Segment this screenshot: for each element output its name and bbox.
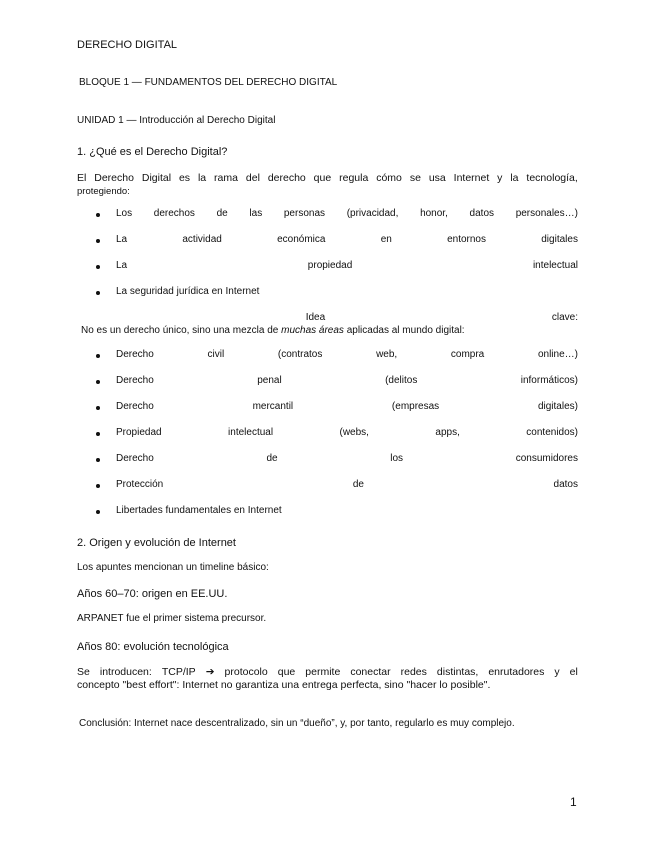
word: rama xyxy=(214,172,238,184)
word: es xyxy=(178,172,191,184)
conclusion: Conclusión: Internet nace descentralizado, sin un “dueño”, y, por tanto, regularlo es muy complejo. xyxy=(79,718,515,729)
unit-heading: UNIDAD 1 — Introducción al Derecho Digital xyxy=(77,115,276,126)
word: digitales) xyxy=(537,401,578,412)
section1-intro-line2: protegiendo: xyxy=(77,186,130,197)
word: mercantil xyxy=(252,401,294,412)
word: se xyxy=(409,172,421,184)
word: (contratos xyxy=(277,349,323,360)
document-title: DERECHO DIGITAL xyxy=(77,39,178,51)
era2-line1 xyxy=(77,666,578,679)
word: que xyxy=(277,666,296,678)
list-item-text xyxy=(116,286,578,297)
word: redes xyxy=(400,666,427,678)
era2-paragraph xyxy=(77,666,578,692)
word: y xyxy=(554,666,560,678)
word: Protección xyxy=(116,479,164,490)
word: el xyxy=(569,666,578,678)
word: regula xyxy=(339,172,369,184)
word: las xyxy=(249,208,263,219)
word: Se xyxy=(77,666,90,678)
word: intelectual xyxy=(228,427,274,438)
word: Los xyxy=(116,208,133,219)
bullet-icon xyxy=(96,354,100,358)
word: (delitos xyxy=(385,375,418,386)
word: económica xyxy=(277,234,326,245)
era1-text: ARPANET fue el primer sistema precursor. xyxy=(77,613,267,624)
word: Propiedad xyxy=(116,427,162,438)
bullet-icon xyxy=(96,406,100,410)
word: que xyxy=(313,172,332,184)
era1-title: Años 60–70: origen en EE.UU. xyxy=(77,588,228,600)
era2-title: Años 80: evolución tecnológica xyxy=(77,641,229,653)
list-item-text xyxy=(116,375,578,386)
word: compra xyxy=(450,349,485,360)
word: de xyxy=(216,208,228,219)
word: propiedad xyxy=(307,260,353,271)
word: informáticos) xyxy=(520,375,578,386)
list-item-text xyxy=(116,427,578,438)
word: contenidos) xyxy=(526,427,578,438)
block-heading: BLOQUE 1 — FUNDAMENTOS DEL DERECHO DIGITAL xyxy=(79,77,338,88)
bullet-icon xyxy=(96,510,100,514)
word: penal xyxy=(257,375,282,386)
word: honor, xyxy=(420,208,448,219)
word: La xyxy=(116,260,128,271)
word: apps, xyxy=(435,427,460,438)
list-item-text xyxy=(116,234,578,245)
section1-heading: 1. ¿Qué es el Derecho Digital? xyxy=(77,146,228,158)
word: Derecho xyxy=(116,349,154,360)
word: El xyxy=(77,172,87,184)
word: datos xyxy=(469,208,495,219)
word: Derecho xyxy=(116,453,154,464)
word: distintas, xyxy=(436,666,479,678)
word: derecho xyxy=(267,172,306,184)
list-item-text xyxy=(116,208,578,219)
word: permite xyxy=(305,666,341,678)
word: introducen: xyxy=(99,666,152,678)
section1-intro xyxy=(77,172,578,198)
word: Internet xyxy=(453,172,490,184)
key-idea-text: No es un derecho único, sino una mezcla de muchas áreas aplicadas al mundo digital: xyxy=(81,325,465,336)
word: web, xyxy=(376,349,398,360)
bullet-icon xyxy=(96,380,100,384)
word: de xyxy=(266,453,278,464)
word: actividad xyxy=(182,234,222,245)
word: conectar xyxy=(350,666,391,678)
word: intelectual xyxy=(532,260,578,271)
word: consumidores xyxy=(515,453,578,464)
word: Libertades fundamentales en Internet xyxy=(116,505,282,516)
word: Derecho xyxy=(94,172,134,184)
word: la xyxy=(510,172,519,184)
section1-intro-line1 xyxy=(77,172,578,185)
word: tecnología, xyxy=(526,172,578,184)
timeline-intro: Los apuntes mencionan un timeline básico: xyxy=(77,562,269,573)
word: protocolo xyxy=(224,666,268,678)
bullet-icon xyxy=(96,432,100,436)
list-item-text xyxy=(116,349,578,360)
list-item-text xyxy=(116,260,578,271)
word: personales…) xyxy=(515,208,578,219)
word: los xyxy=(390,453,404,464)
word: personas xyxy=(283,208,326,219)
word: usa xyxy=(428,172,446,184)
word: online…) xyxy=(537,349,578,360)
bullet-icon xyxy=(96,458,100,462)
word: civil xyxy=(207,349,225,360)
list-item-text xyxy=(116,505,578,516)
word: La xyxy=(116,234,128,245)
era2-line2: concepto "best effort": Internet no garantiza una entrega perfecta, sino "hacer lo posible". xyxy=(77,679,491,691)
word: (empresas xyxy=(391,401,440,412)
word: TCP/IP xyxy=(161,666,196,678)
word: (privacidad, xyxy=(346,208,399,219)
bullet-icon xyxy=(96,265,100,269)
word: Derecho xyxy=(116,401,154,412)
word: (webs, xyxy=(339,427,369,438)
word: en xyxy=(380,234,392,245)
section2-heading: 2. Origen y evolución de Internet xyxy=(77,537,236,549)
word: Digital xyxy=(141,172,172,184)
word: datos xyxy=(553,479,578,490)
bullet-icon xyxy=(96,213,100,217)
word: cómo xyxy=(376,172,402,184)
list-item-text xyxy=(116,453,578,464)
list-item-text xyxy=(116,401,578,412)
word: derechos xyxy=(153,208,195,219)
word: Derecho xyxy=(116,375,154,386)
list-item-text xyxy=(116,479,578,490)
word: y xyxy=(497,172,503,184)
word: entornos xyxy=(447,234,486,245)
word: ➔ xyxy=(205,666,215,678)
word: de xyxy=(352,479,364,490)
word: del xyxy=(245,172,260,184)
bullet-icon xyxy=(96,484,100,488)
word: enrutadores xyxy=(488,666,545,678)
word: digitales xyxy=(541,234,578,245)
page-number: 1 xyxy=(570,795,577,809)
bullet-icon xyxy=(96,239,100,243)
word: La seguridad jurídica en Internet xyxy=(116,286,260,297)
word: la xyxy=(197,172,207,184)
key-idea-label: Idea clave: xyxy=(305,312,578,323)
bullet-icon xyxy=(96,291,100,295)
